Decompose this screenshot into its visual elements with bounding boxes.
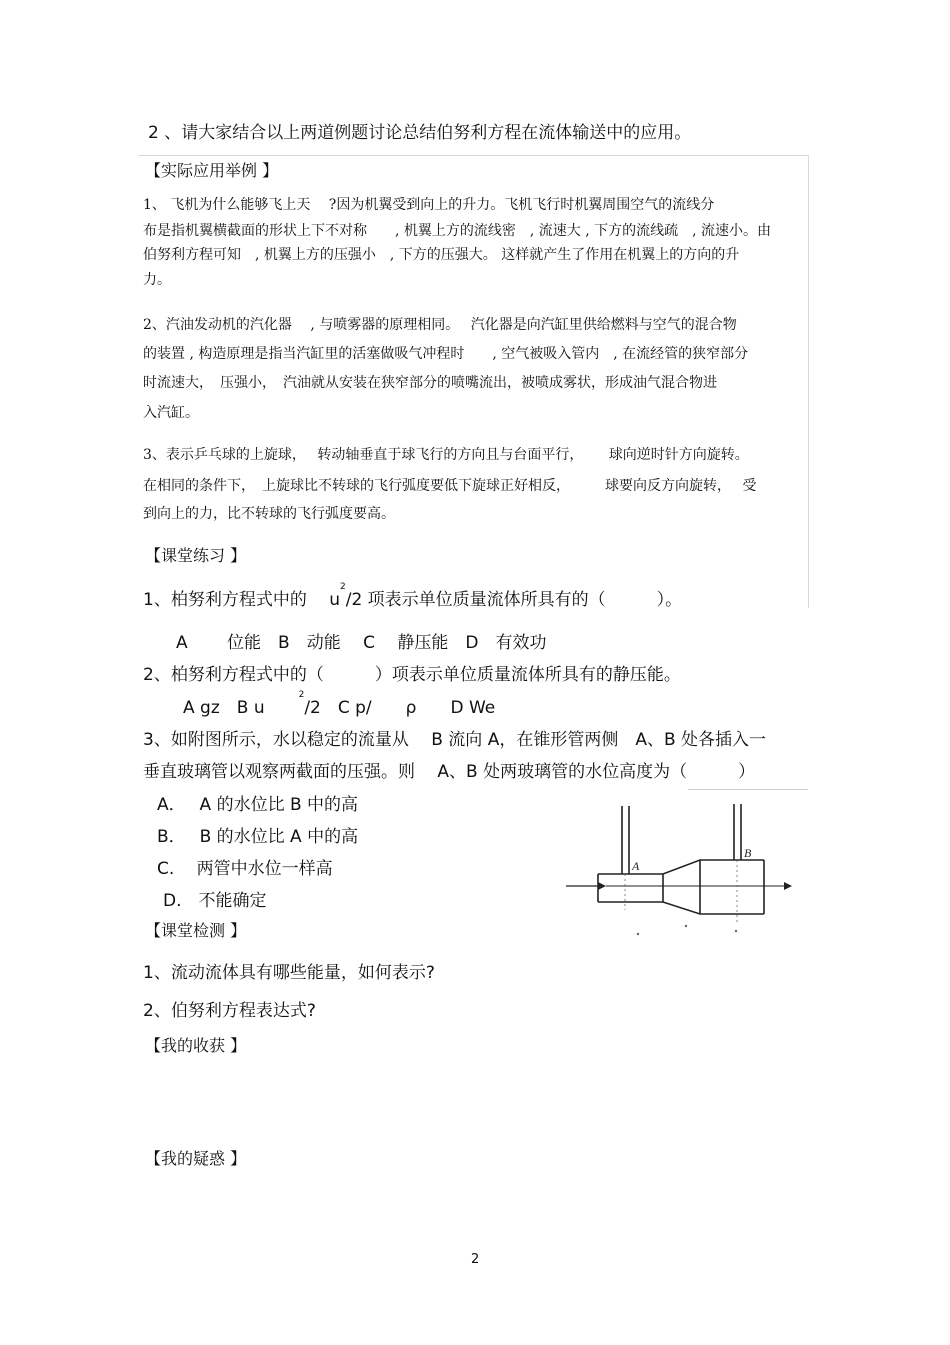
section-title-gain: 【我的收获 】 bbox=[145, 1036, 247, 1055]
inflow-arrow-head bbox=[598, 882, 606, 890]
app3-line2: 在相同的条件下， 上旋球比不转球的飞行弧度要低下旋球正好相反， 球要向反方向旋转， 受 bbox=[143, 478, 757, 494]
section-title-practice: 【课堂练习 】 bbox=[145, 546, 247, 565]
speck bbox=[637, 933, 639, 935]
app1-line1: 1、 飞机为什么能够飞上天 ?因为机翼受到向上的升力。飞机飞行时机翼周围空气的流线分 bbox=[143, 197, 715, 213]
section-title-doubt: 【我的疑惑 】 bbox=[145, 1149, 247, 1168]
label-a: A bbox=[632, 859, 640, 873]
app1-line2: 布是指机翼横截面的形状上下不对称 , 机翼上方的流线密 , 流速大 , 下方的流线疏 , 流速小。由 bbox=[143, 223, 772, 239]
practice-q2: 2、柏努利方程式中的（ ）项表示单位质量流体所具有的静压能。 bbox=[143, 665, 681, 685]
pipe-top-wall bbox=[598, 860, 764, 874]
practice-q1-options: A 位能 B 动能 C 静压能 D 有效功 bbox=[176, 633, 547, 653]
speck bbox=[735, 930, 737, 932]
practice-q3-line2: 垂直玻璃管以观察两截面的压强。则 A、B 处两玻璃管的水位高度为（ ） bbox=[143, 762, 756, 782]
frame-box-2 bbox=[688, 789, 808, 790]
outflow-arrow-head bbox=[784, 882, 792, 890]
app2-line2: 的装置 , 构造原理是指当汽缸里的活塞做吸气冲程时 , 空气被吸入管内 , 在流经管的狭窄部分 bbox=[143, 346, 749, 362]
q3-option-d: D. 不能确定 bbox=[163, 891, 267, 911]
section-title-apps: 【实际应用举例 】 bbox=[145, 161, 279, 180]
practice-q3-line1: 3、如附图所示，水以稳定的流量从 B 流向 A，在锥形管两侧 A、B 处各插入一 bbox=[143, 730, 767, 750]
label-b: B bbox=[744, 846, 752, 860]
app3-line1: 3、表示乒乓球的上旋球， 转动轴垂直于球飞行的方向且与台面平行， 球向逆时针方向旋转。 bbox=[143, 447, 749, 463]
app3-line3: 到向上的力，比不转球的飞行弧度要高。 bbox=[143, 506, 395, 522]
app1-line4: 力。 bbox=[143, 272, 171, 288]
check-q1: 1、流动流体具有哪些能量，如何表示? bbox=[143, 963, 435, 983]
app2-line1: 2、汽油发动机的汽化器 , 与喷雾器的原理相同。 汽化器是向汽缸里供给燃料与空气的混合物 bbox=[143, 317, 737, 333]
page-number: 2 bbox=[471, 1252, 480, 1267]
practice-q2-options: A gz B u $^2$/2 C p/ ρ D We bbox=[183, 690, 496, 718]
app1-line3: 伯努利方程可知 , 机翼上方的压强小 , 下方的压强大。 这样就产生了作用在机翼上的方向的升 bbox=[143, 247, 740, 263]
check-q2: 2、伯努利方程表达式? bbox=[143, 1001, 316, 1021]
q3-option-b: B． B 的水位比 A 中的高 bbox=[157, 827, 359, 847]
q3-option-a: A． A 的水位比 B 中的高 bbox=[157, 795, 359, 815]
pipe-diagram bbox=[560, 800, 800, 940]
practice-q1: 1、柏努利方程式中的 $u^2/2$ 项表示单位质量流体所具有的（ ）。 bbox=[143, 582, 683, 610]
section-title-check: 【课堂检测 】 bbox=[145, 921, 247, 940]
pipe-bottom-wall bbox=[598, 902, 764, 914]
speck bbox=[685, 925, 687, 927]
q3-option-c: C. 两管中水位一样高 bbox=[157, 859, 333, 879]
app2-line4: 入汽缸。 bbox=[143, 405, 199, 421]
intro-text: 2 、请大家结合以上两道例题讨论总结伯努利方程在流体输送中的应用。 bbox=[148, 123, 692, 143]
app2-line3: 时流速大， 压强小， 汽油就从安装在狭窄部分的喷嘴流出，被喷成雾状，形成油气混合物进 bbox=[143, 375, 717, 391]
